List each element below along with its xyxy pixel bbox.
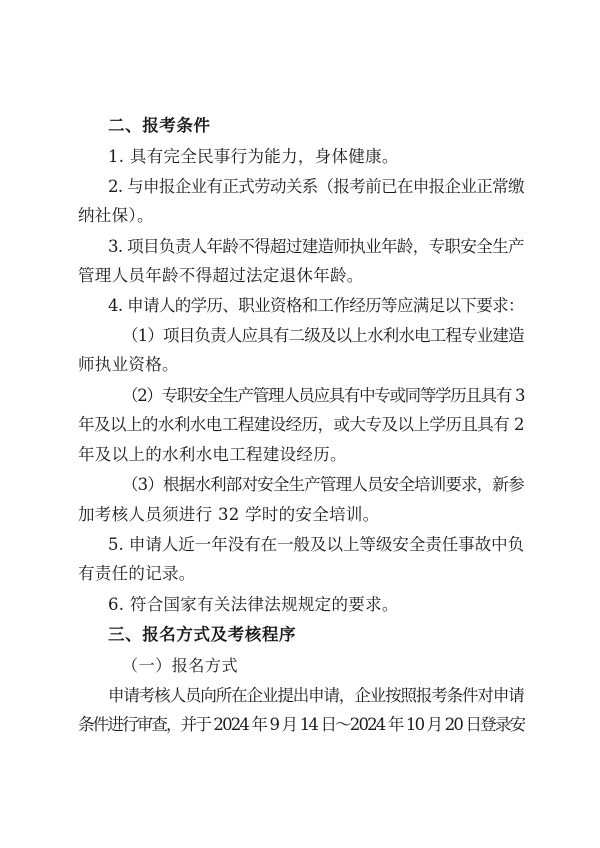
requirement-4-3-line-1: （3）根据水利部对安全生产管理人员安全培训要求，新参 — [122, 475, 524, 494]
requirement-4-2-line-1: （2）专职安全生产管理人员应具有中专或同等学历且具有 3 — [122, 386, 525, 405]
requirement-6-line-1: 6. 符合国家有关法律法规规定的要求。 — [108, 595, 399, 614]
requirement-4-3-line-2: 加考核人员须进行 32 学时的安全培训。 — [78, 505, 380, 524]
registration-paragraph-line-2: 条件进行审查，并于 2024 年 9 月 14 日～2024 年 10 月 20 日登录安 — [78, 715, 525, 734]
requirement-4-2-line-2: 年及以上的水利水电工程建设经历，或大专及以上学历且具有 2 — [78, 415, 524, 434]
requirement-1-line-1: 1. 具有完全民事行为能力，身体健康。 — [108, 147, 399, 166]
registration-paragraph-line-1: 申请考核人员向所在企业提出申请，企业按照报考条件对申请 — [108, 686, 524, 705]
requirement-2-line-2: 纳社保）。 — [78, 206, 154, 225]
requirement-3-line-2: 管理人员年龄不得超过法定退休年龄。 — [78, 266, 364, 285]
requirement-2-line-1: 2. 与申报企业有正式劳动关系（报考前已在申报企业正常缴 — [108, 177, 524, 196]
requirement-5-line-2: 有责任的记录。 — [78, 564, 196, 583]
section-heading-requirements: 二、报考条件 — [108, 116, 211, 135]
requirement-4-line-1: 4. 申请人的学历、职业资格和工作经历等应满足以下要求： — [108, 296, 524, 315]
requirement-4-1-line-1: （1）项目负责人应具有二级及以上水利水电工程专业建造 — [122, 326, 524, 345]
requirement-3-line-1: 3. 项目负责人年龄不得超过建造师执业年龄，专职安全生产 — [108, 237, 524, 256]
requirement-4-1-line-2: 师执业资格。 — [78, 355, 179, 374]
subheading-registration-method: （一）报名方式 — [122, 656, 239, 675]
requirement-5-line-1: 5. 申请人近一年没有在一般及以上等级安全责任事故中负 — [108, 535, 525, 554]
section-heading-registration: 三、报名方式及考核程序 — [108, 625, 297, 644]
requirement-4-2-line-3: 年及以上的水利水电工程建设经历。 — [78, 445, 347, 464]
